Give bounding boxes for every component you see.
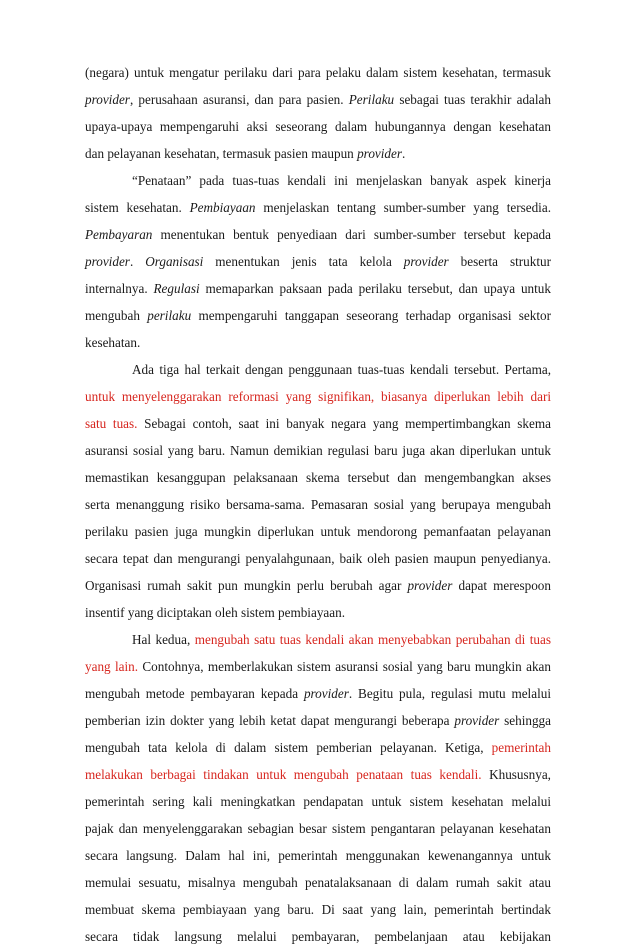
text-segment: asuransi sosial yang baru. Namun demikian regulasi baru juga akan diperlukan untuk	[85, 443, 551, 458]
text-line	[85, 604, 551, 622]
text-segment: “Penataan” pada tuas-tuas kendali ini menjelaskan banyak aspek kinerja	[132, 173, 551, 188]
italic-term: Organisasi	[145, 254, 204, 269]
text-line	[85, 469, 551, 487]
text-line	[85, 334, 551, 352]
highlighted-text: yang lain.	[85, 659, 139, 674]
italic-term: provider	[454, 713, 500, 728]
text-segment: mengubah	[85, 308, 148, 323]
text-segment: serta menanggung risiko bersama-sama. Pemasaran sosial yang berupaya mengubah	[85, 497, 551, 512]
text-segment: , perusahaan asuransi, dan para pasien.	[129, 92, 349, 107]
highlighted-text: satu tuas.	[85, 416, 138, 431]
text-segment: dapat merespoon	[452, 578, 551, 593]
text-segment: mengubah tata kelola di dalam sistem pemberian pelayanan. Ketiga,	[85, 740, 492, 755]
text-line	[85, 64, 551, 82]
text-segment: membuat skema pembiayaan yang baru. Di saat yang lain, pemerintah bertindak	[85, 902, 551, 917]
text-line	[85, 793, 551, 811]
text-line	[85, 712, 551, 730]
text-line	[85, 280, 551, 298]
text-segment: secara langsung. Dalam hal ini, pemerintah menggunakan kewenangannya untuk	[85, 848, 551, 863]
highlighted-text: untuk menyelenggarakan reformasi yang signifikan, biasanya diperlukan lebih dari	[85, 389, 551, 404]
text-segment: Organisasi rumah sakit pun mungkin perlu berubah agar	[85, 578, 408, 593]
text-line	[85, 226, 551, 244]
text-segment: .	[402, 146, 406, 161]
text-line	[85, 577, 551, 595]
italic-term: Pembayaran	[85, 227, 153, 242]
text-line	[85, 685, 551, 703]
text-segment: Hal kedua,	[132, 632, 195, 647]
text-line	[85, 442, 551, 460]
text-line	[132, 361, 551, 379]
text-segment: Ada tiga hal terkait dengan penggunaan tuas-tuas kendali tersebut. Pertama,	[132, 362, 551, 377]
text-segment: menentukan bentuk penyediaan dari sumber-sumber tersebut kepada	[152, 227, 551, 242]
text-line	[85, 766, 551, 784]
italic-term: provider	[357, 146, 403, 161]
italic-term: Pembiayaan	[189, 200, 256, 215]
italic-term: Regulasi	[153, 281, 200, 296]
italic-term: provider	[403, 254, 449, 269]
text-line	[85, 523, 551, 541]
text-segment: Contohnya, memberlakukan sistem asuransi sosial yang baru mungkin akan	[138, 659, 551, 674]
text-line	[85, 307, 551, 325]
text-line	[85, 118, 551, 136]
text-line	[132, 631, 551, 649]
text-line	[85, 91, 551, 109]
text-line	[85, 550, 551, 568]
italic-term: provider	[303, 686, 349, 701]
text-segment: menentukan jenis tata kelola	[203, 254, 404, 269]
text-line	[85, 253, 551, 271]
text-segment: pajak dan menyelenggarakan sebagian besar sistem pengantaran pelayanan kesehatan	[85, 821, 551, 836]
text-segment: sistem kesehatan.	[85, 200, 190, 215]
text-line	[85, 415, 551, 433]
italic-term: provider	[85, 92, 130, 107]
text-segment: pemerintah sering kali meningkatkan pendapatan untuk sistem kesehatan melalui	[85, 794, 551, 809]
italic-term: provider	[407, 578, 453, 593]
text-segment: memastikan kesanggupan pelaksanaan skema tersebut dan mengembangkan akses	[85, 470, 551, 485]
text-line	[85, 901, 551, 919]
text-line	[85, 658, 551, 676]
text-segment: Sebagai contoh, saat ini banyak negara yang mempertimbangkan skema	[137, 416, 551, 431]
text-segment: memulai sesuatu, misalnya mengubah penatalaksanaan di dalam rumah sakit atau	[85, 875, 551, 890]
text-segment: memaparkan paksaan pada perilaku tersebut, dan upaya untuk	[199, 281, 551, 296]
text-segment: upaya-upaya mempengaruhi aksi seseorang dalam hubungannya dengan kesehatan	[85, 119, 551, 134]
highlighted-text: pemerintah	[491, 740, 551, 755]
text-segment: pemberian izin dokter yang lebih ketat dapat mengurangi beberapa	[85, 713, 455, 728]
text-segment: .	[129, 254, 146, 269]
text-segment: secara tepat dan mengurangi penyalahgunaan, baik oleh pasien maupun penyedianya.	[85, 551, 551, 566]
text-line	[85, 847, 551, 865]
text-segment: dan pelayanan kesehatan, termasuk pasien maupun	[85, 146, 358, 161]
text-segment: internalnya.	[85, 281, 154, 296]
text-segment: Khususnya,	[481, 767, 551, 782]
text-line	[85, 820, 551, 838]
text-segment: perilaku pasien juga mungkin diperlukan untuk mendorong pemanfaatan pelayanan	[85, 524, 551, 539]
text-segment: . Begitu pula, regulasi mutu melalui	[348, 686, 551, 701]
text-line	[85, 928, 551, 946]
highlighted-text: melakukan berbagai tindakan untuk mengubah penataan tuas kendali.	[85, 767, 482, 782]
text-segment: (negara) untuk mengatur perilaku dari para pelaku dalam sistem kesehatan, termasuk	[85, 65, 551, 80]
text-line	[85, 739, 551, 757]
text-line	[85, 496, 551, 514]
text-line	[85, 145, 551, 163]
text-segment: mengubah metode pembayaran kepada	[85, 686, 304, 701]
text-segment: insentif yang diciptakan oleh sistem pembiayaan.	[85, 605, 346, 620]
text-segment: menjelaskan tentang sumber-sumber yang tersedia.	[255, 200, 551, 215]
italic-term: Perilaku	[348, 92, 395, 107]
italic-term: provider	[85, 254, 130, 269]
text-segment: kesehatan.	[85, 335, 141, 350]
text-line	[132, 172, 551, 190]
text-segment: beserta struktur	[448, 254, 551, 269]
text-segment: secara tidak langsung melalui pembayaran, pembelanjaan atau kebijakan	[85, 929, 551, 944]
italic-term: perilaku	[147, 308, 192, 323]
text-line	[85, 199, 551, 217]
highlighted-text: mengubah satu tuas kendali akan menyebabkan perubahan di tuas	[194, 632, 551, 647]
text-segment: sebagai tuas terakhir adalah	[394, 92, 551, 107]
text-line	[85, 388, 551, 406]
text-segment: mempengaruhi tanggapan seseorang terhadap organisasi sektor	[191, 308, 551, 323]
text-line	[85, 874, 551, 892]
text-segment: sehingga	[499, 713, 551, 728]
